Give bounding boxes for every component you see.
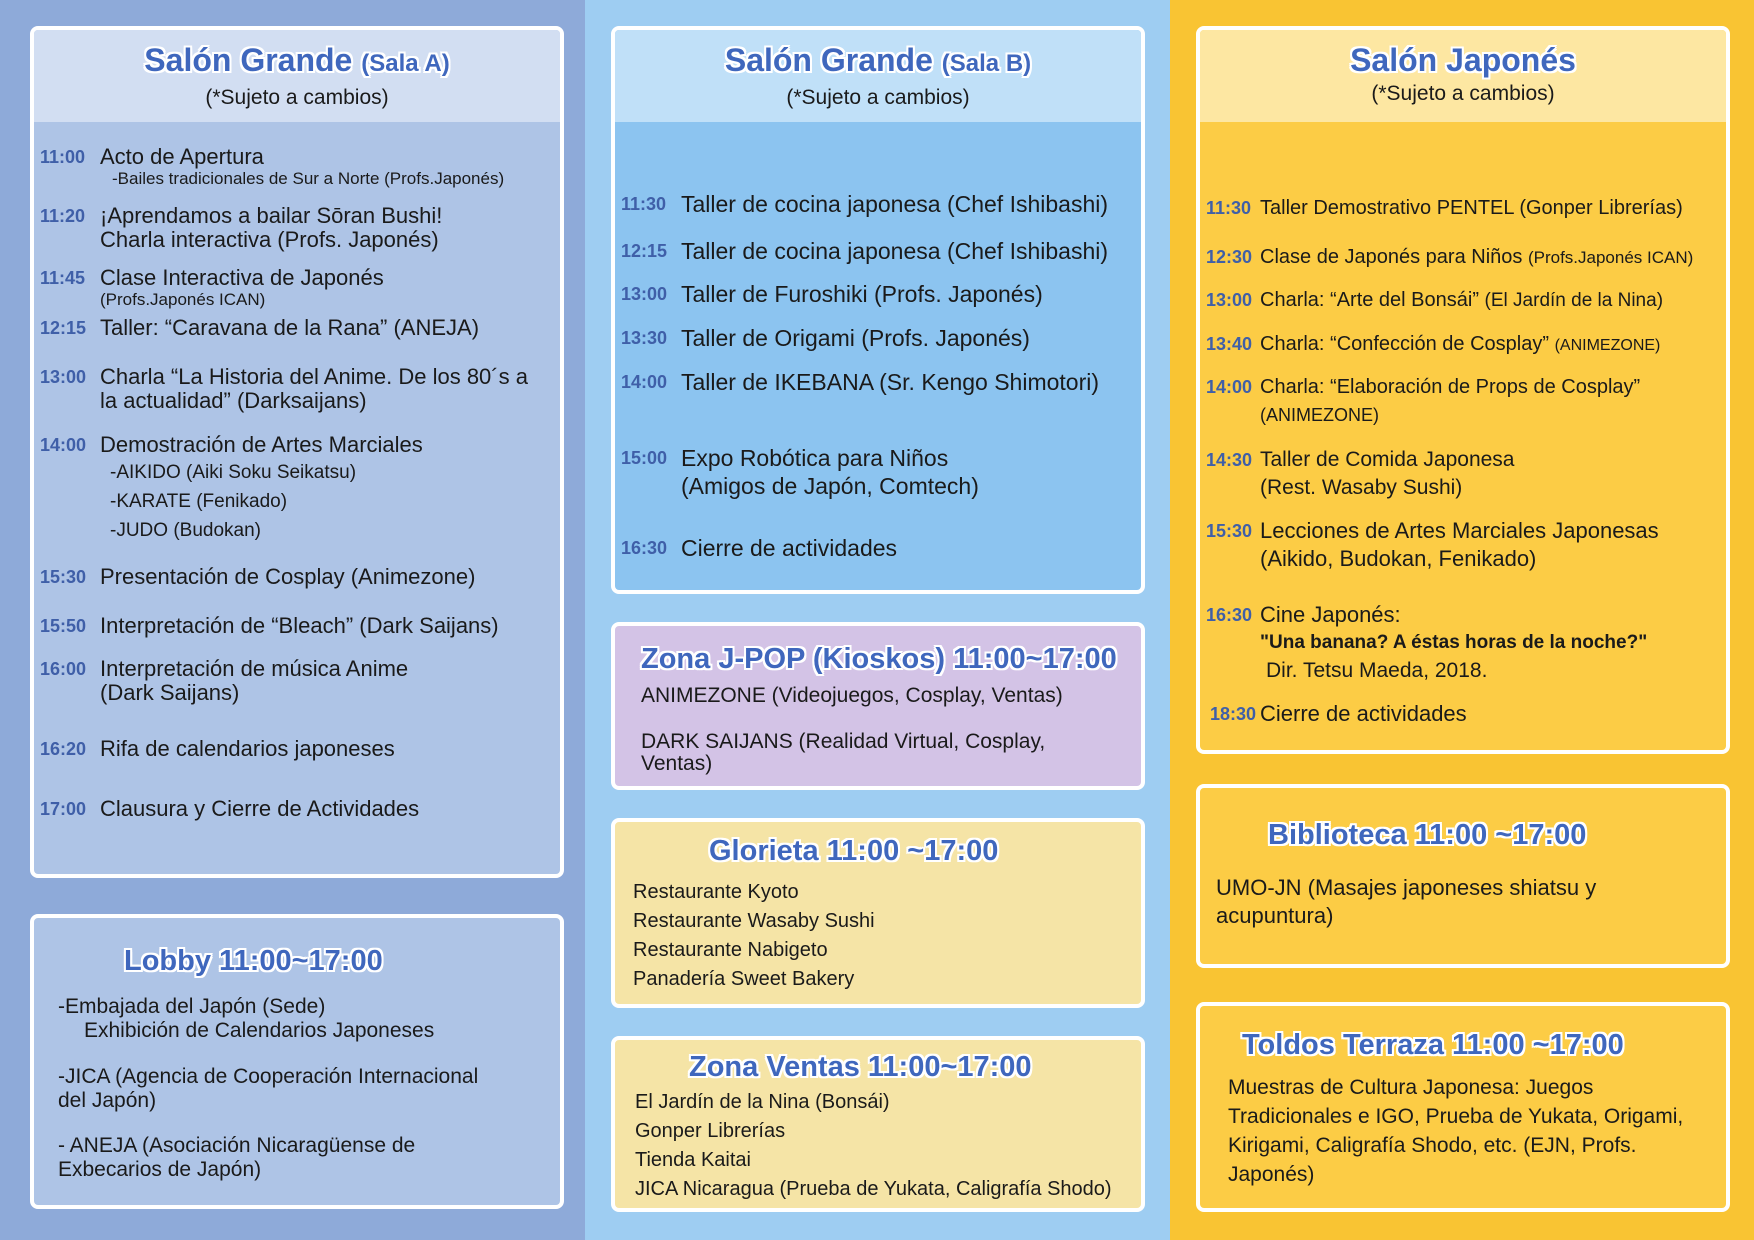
schedule-item: 11:00 Acto de Apertura -Bailes tradicionales de Sur a Norte (Profs.Japonés)	[40, 144, 505, 188]
jpop-title: Zona J-POP (Kioskos) 11:00~17:00	[641, 643, 1117, 675]
lobby-panel	[30, 914, 564, 1209]
ventas-line: Tienda Kaitai	[635, 1149, 751, 1171]
lobby-line: - ANEJA (Asociación Nicaragüense de	[58, 1134, 416, 1157]
biblioteca-title: Biblioteca 11:00 ~17:00	[1268, 819, 1587, 851]
ventas-line: Gonper Librerías	[635, 1120, 786, 1142]
glorieta-line: Panadería Sweet Bakery	[633, 968, 855, 990]
jpop-line: Ventas)	[641, 752, 713, 775]
terraza-panel	[1196, 1002, 1730, 1212]
terraza-line: Kirigami, Caligrafía Shodo, etc. (EJN, Profs.	[1228, 1134, 1637, 1157]
glorieta-line: Restaurante Kyoto	[633, 881, 799, 903]
glorieta-line: Restaurante Nabigeto	[633, 939, 828, 961]
lobby-line: Exhibición de Calendarios Japoneses	[84, 1019, 435, 1042]
schedule-item: 11:30 Taller de cocina japonesa (Chef Ishibashi)	[621, 191, 1109, 217]
schedule-item: 15:50 Interpretación de “Bleach” (Dark Saijans)	[40, 613, 499, 638]
schedule-item: 11:20 ¡Aprendamos a bailar Sōran Bushi! Charla interactiva (Profs. Japonés)	[40, 203, 443, 252]
schedule-item: 17:00 Clausura y Cierre de Actividades	[40, 796, 420, 821]
biblioteca-panel	[1196, 784, 1730, 968]
schedule-item: 11:45 Clase Interactiva de Japonés (Profs.Japonés ICAN)	[40, 265, 384, 309]
jpop-panel	[611, 622, 1145, 790]
middle-column	[585, 0, 1170, 1240]
schedule-item: 13:00 Charla: “Arte del Bonsái” (El Jardín de la Nina)	[1206, 289, 1664, 311]
ventas-line: JICA Nicaragua (Prueba de Yukata, Caligrafía Shodo)	[635, 1178, 1112, 1200]
schedule-item: 16:20 Rifa de calendarios japoneses	[40, 736, 395, 761]
schedule-item: 13:30 Taller de Origami (Profs. Japonés)	[621, 325, 1030, 351]
lobby-line: Exbecarios de Japón)	[58, 1158, 262, 1181]
japones-panel	[1196, 26, 1730, 754]
jpop-line: DARK SAIJANS (Realidad Virtual, Cosplay,	[641, 730, 1046, 753]
terraza-title: Toldos Terraza 11:00 ~17:00	[1242, 1029, 1624, 1061]
schedule-item: 16:30 Cine Japonés: "Una banana? A éstas horas de la noche?" Dir. Tetsu Maeda, 2018.	[1206, 602, 1648, 682]
biblioteca-line: UMO-JN (Masajes japoneses shiatsu y	[1216, 875, 1597, 900]
ventas-line: El Jardín de la Nina (Bonsái)	[635, 1091, 890, 1113]
schedule-item: 12:15 Taller de cocina japonesa (Chef Ishibashi)	[621, 238, 1109, 264]
terraza-line: Japonés)	[1228, 1163, 1315, 1186]
sala-b-subtitle: (*Sujeto a cambios)	[786, 86, 970, 109]
schedule-item: 13:00 Charla “La Historia del Anime. De los 80´s a la actualidad” (Darksaijans)	[40, 364, 528, 413]
terraza-line: Tradicionales e IGO, Prueba de Yukata, Origami,	[1228, 1105, 1684, 1128]
left-column	[0, 0, 585, 1240]
lobby-line: del Japón)	[58, 1089, 157, 1112]
right-column	[1170, 0, 1754, 1240]
glorieta-title: Glorieta 11:00 ~17:00	[709, 835, 999, 867]
jpop-line: ANIMEZONE (Videojuegos, Cosplay, Ventas)	[641, 684, 1063, 707]
terraza-line: Muestras de Cultura Japonesa: Juegos	[1228, 1076, 1594, 1099]
lobby-title: Lobby 11:00~17:00	[124, 945, 383, 977]
schedule-item: 18:30 Cierre de actividades	[1210, 701, 1467, 726]
sala-a-title: Salón Grande (Sala A)	[144, 42, 450, 78]
schedule-item: 16:30 Cierre de actividades	[621, 535, 898, 561]
lobby-line: -Embajada del Japón (Sede)	[58, 995, 326, 1018]
sala-b-header	[615, 30, 1141, 122]
schedule-item: 13:00 Taller de Furoshiki (Profs. Japonés)	[621, 281, 1043, 307]
japones-title: Salón Japonés	[1350, 42, 1576, 78]
sala-a-panel	[30, 26, 564, 878]
schedule-item: 15:00 Expo Robótica para Niños (Amigos de Japón, Comtech)	[621, 445, 979, 499]
schedule-item: 12:15 Taller: “Caravana de la Rana” (ANEJA)	[40, 315, 480, 340]
glorieta-line: Restaurante Wasaby Sushi	[633, 910, 875, 932]
schedule-item: 12:30 Clase de Japonés para Niños (Profs.Japonés ICAN)	[1206, 246, 1694, 268]
schedule-item: 14:30 Taller de Comida Japonesa (Rest. Wasaby Sushi)	[1206, 448, 1515, 499]
ventas-panel	[611, 1036, 1145, 1212]
schedule-item: 11:30 Taller Demostrativo PENTEL (Gonper Librerías)	[1206, 197, 1683, 219]
biblioteca-line: acupuntura)	[1216, 903, 1334, 928]
schedule-item: 13:40 Charla: “Confección de Cosplay” (ANIMEZONE)	[1206, 333, 1661, 355]
schedule-item: 14:00 Demostración de Artes Marciales -AIKIDO (Aiki Soku Seikatsu) -KARATE (Fenikado) -JUDO (Budokan)	[40, 432, 423, 541]
japones-subtitle: (*Sujeto a cambios)	[1371, 82, 1555, 105]
schedule-item: 15:30 Presentación de Cosplay (Animezone)	[40, 564, 476, 589]
sala-b-panel	[611, 26, 1145, 594]
glorieta-panel	[611, 818, 1145, 1008]
sala-a-header	[34, 30, 560, 122]
japones-header	[1200, 30, 1726, 122]
schedule-item: 15:30 Lecciones de Artes Marciales Japonesas (Aikido, Budokan, Fenikado)	[1206, 518, 1659, 571]
sala-b-title: Salón Grande (Sala B)	[724, 42, 1032, 78]
sala-a-subtitle: (*Sujeto a cambios)	[205, 86, 389, 109]
schedule-item: 14:00 Taller de IKEBANA (Sr. Kengo Shimotori)	[621, 369, 1100, 395]
schedule-item: 14:00 Charla: “Elaboración de Props de Cosplay” (ANIMEZONE)	[1206, 376, 1641, 425]
schedule-item: 16:00 Interpretación de música Anime (Dark Saijans)	[40, 656, 409, 705]
ventas-title: Zona Ventas 11:00~17:00	[689, 1051, 1032, 1083]
lobby-line: -JICA (Agencia de Cooperación Internacional	[58, 1065, 479, 1088]
